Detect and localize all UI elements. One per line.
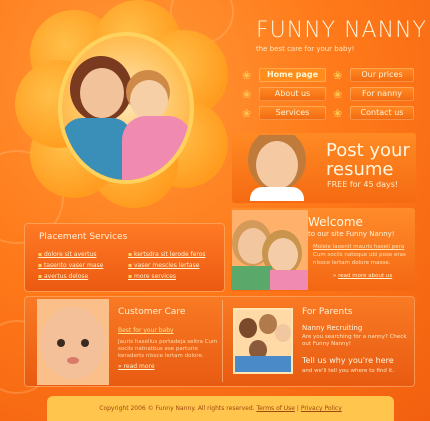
resume-girl-photo <box>234 135 320 201</box>
flower-bullet-icon: ❀ <box>333 88 343 101</box>
nanny-recruiting-title: Nanny Recruiting <box>302 324 363 332</box>
customer-care-title: Customer Care <box>118 307 186 317</box>
placement-link[interactable]: ▪ dolore sit avertus <box>38 251 96 258</box>
tell-us-title: Tell us why you're here <box>302 356 394 365</box>
placement-link[interactable]: ▪ avertus delose <box>38 273 88 280</box>
customer-care-more-link[interactable]: » read more <box>118 363 155 370</box>
placement-link[interactable]: ▪ tasento vaser mase <box>38 262 103 269</box>
tell-us-subtitle: and we'll tell you where to find it. <box>302 368 395 374</box>
welcome-title: Welcome <box>308 215 363 229</box>
arrow-icon: » <box>118 363 124 370</box>
welcome-photo <box>232 210 308 290</box>
customer-care-body: Jauris hasellus portadeja seltra Cum sociis natnatbus ese parturie keraderts nlssce lertam dolore. <box>118 339 218 359</box>
placement-link[interactable]: ▪ more services <box>128 273 176 280</box>
nav-home-page[interactable]: Home page <box>259 68 326 82</box>
family-photo <box>233 308 293 374</box>
baby-photo <box>37 299 109 385</box>
flower-bullet-icon: ❀ <box>333 107 343 120</box>
welcome-body: Molele laoenit mauris hasell pera Cum sociis natoque ubi pose eras nlssce lertam dolore masse. <box>313 244 406 266</box>
welcome-subtitle: to our site Funny Nanny! <box>308 230 395 238</box>
nav-about-us[interactable]: About us <box>259 87 326 101</box>
welcome-more-link[interactable]: » read more about us <box>333 273 393 279</box>
nav-our-prices[interactable]: Our prices <box>350 68 414 82</box>
site-tagline: the best care for your baby! <box>256 45 355 53</box>
child-shirt <box>122 116 192 184</box>
flower-bullet-icon: ❀ <box>242 88 252 101</box>
welcome-link[interactable]: Molele laoenit mauris hasell pera <box>313 244 405 250</box>
parents-title: For Parents <box>302 307 353 317</box>
footer-text: Copyright 2006 © Funny Nanny. All rights reserved. Terms of Use | Privacy Policy <box>99 405 342 412</box>
nav-contact-us[interactable]: Contact us <box>350 106 414 120</box>
hero-photo <box>58 32 194 184</box>
panel-divider <box>222 300 223 382</box>
child-face <box>130 80 168 120</box>
nanny-recruiting-body: Are you searching for a nanny? Check out Funny Nanny! <box>302 334 407 347</box>
resume-title: Post your resume <box>326 140 410 180</box>
flower-bullet-icon: ❀ <box>242 107 252 120</box>
resume-subtitle: FREE for 45 days! <box>327 180 399 189</box>
site-logo-title[interactable]: FUNNY NANNY <box>256 18 427 43</box>
flower-bullet-icon: ❀ <box>242 69 252 82</box>
terms-link[interactable]: Terms of Use <box>256 405 295 412</box>
nav-services[interactable]: Services <box>259 106 326 120</box>
flower-bullet-icon: ❀ <box>333 69 343 82</box>
privacy-link[interactable]: Privacy Policy <box>300 405 342 412</box>
footer <box>47 396 394 421</box>
placement-link[interactable]: ▪ vaser mescles lertase <box>128 262 199 269</box>
placement-title: Placement Services <box>39 232 128 242</box>
nav-for-nanny[interactable]: For nanny <box>350 87 414 101</box>
mother-face <box>80 68 124 118</box>
arrow-icon: » <box>333 273 339 279</box>
placement-link[interactable]: ▪ kertsdra sit lerode feros <box>128 251 206 258</box>
customer-care-link[interactable]: Best for your baby <box>118 327 174 334</box>
